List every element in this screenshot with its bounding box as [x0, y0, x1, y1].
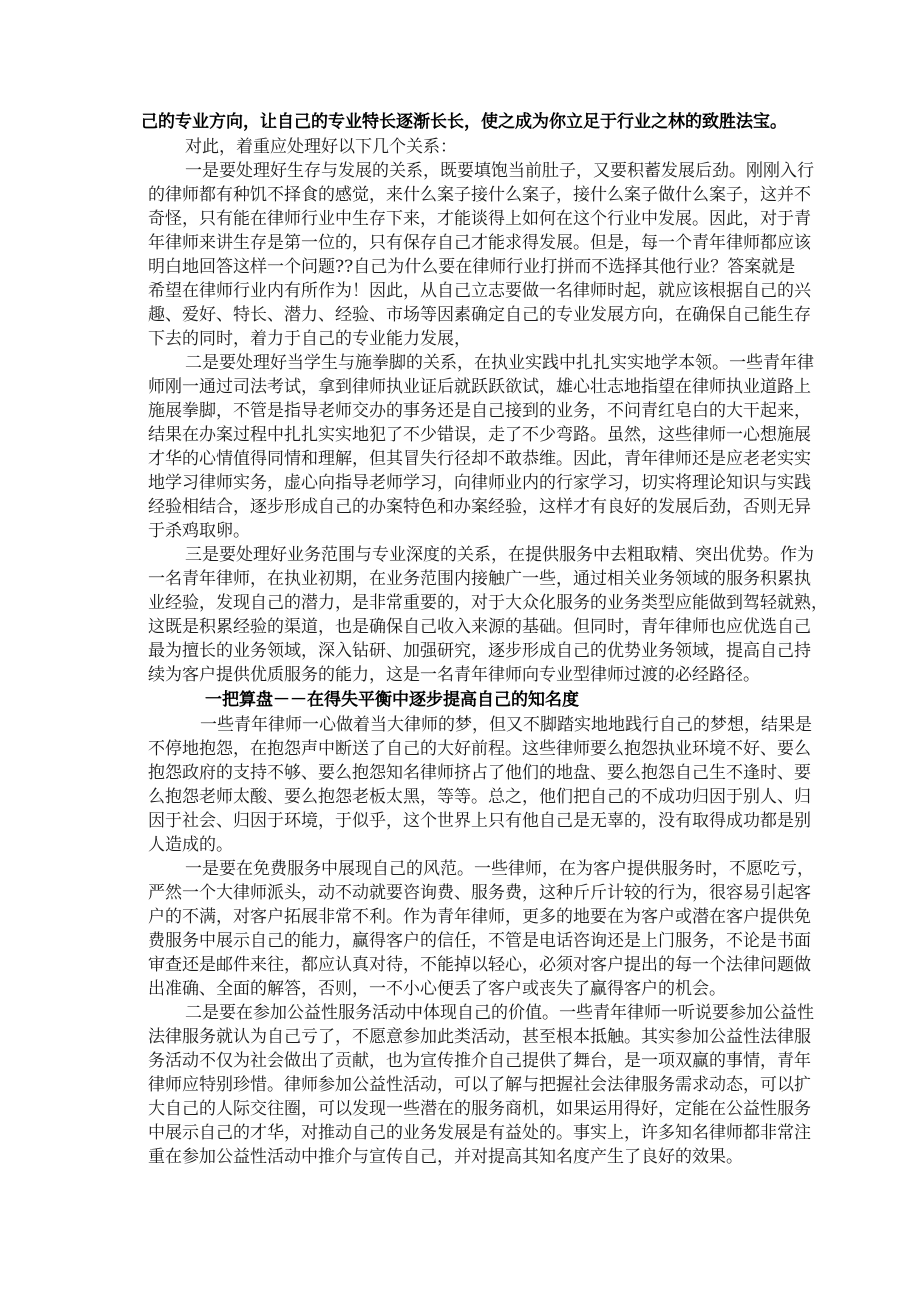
section2-para2-line: 一是要在免费服务中展现自己的风范。一些律师，在为客户提供服务时，不愿吃亏，: [185, 859, 814, 879]
section2-para1-line: 不停地抱怨，在抱怨声中断送了自己的大好前程。这些律师要么抱怨执业环境不好、要么: [148, 739, 811, 759]
section2-para1-line: 抱怨政府的支持不够、要么抱怨知名律师挤占了他们的地盘、要么抱怨自己生不逢时、要: [148, 763, 811, 783]
paragraph-continuation-line: 己的专业方向，让自己的专业特长逐渐长长，使之成为你立足于行业之林的致胜法宝。: [141, 112, 787, 132]
section1-para3-line: 最为擅长的业务领域，深入钻研、加强研究，逐步形成自己的优势业务领域，提高自己持: [148, 641, 811, 661]
section1-para3-line: 续为客户提供优质服务的能力，这是一名青年律师向专业型律师过渡的必经路径。: [148, 665, 760, 685]
section2-para3-line: 中展示自己的才华，对推动自己的业务发展是有益处的。事实上，许多知名律师都非常注: [148, 1123, 811, 1143]
section1-para3-line: 一名青年律师，在执业初期，在业务范围内接触广一些，通过相关业务领域的服务积累执: [148, 569, 811, 589]
section1-para2-line: 于杀鸡取卵。: [148, 521, 250, 541]
section2-para3-line: 大自己的人际交往圈，可以发现一些潜在的服务商机，如果运用得好，定能在公益性服务: [148, 1099, 811, 1119]
section2-para1-line: 人造成的。: [148, 835, 233, 855]
section1-para1-line: 年律师来讲生存是第一位的，只有保存自己才能求得发展。但是，每一个青年律师都应该: [148, 233, 811, 253]
section1-para1-line: 趣、爱好、特长、潜力、经验、市场等因素确定自己的专业发展方向，在确保自己能生存: [148, 305, 811, 325]
section1-para2-line: 施展拳脚，不管是指导老师交办的事务还是自己接到的业务，不问青红皂白的大干起来，: [148, 401, 811, 421]
section2-para2-line: 严然一个大律师派头，动不动就要咨询费、服务费，这种斤斤计较的行为，很容易引起客: [148, 883, 811, 903]
section2-para3-line: 务活动不仅为社会做出了贡献，也为宣传推介自己提供了舞台，是一项双赢的事情，青年: [148, 1051, 811, 1071]
section2-para3-line: 重在参加公益性活动中推介与宣传自己，并对提高其知名度产生了良好的效果。: [148, 1147, 743, 1167]
section1-para2-line: 二是要处理好当学生与施拳脚的关系，在执业实践中扎扎实实地学本领。一些青年律: [185, 353, 814, 373]
section2-para3-line: 法律服务就认为自己亏了，不愿意参加此类活动，甚至根本抵触。其实参加公益性法律服: [148, 1027, 811, 1047]
section-heading: 一把算盘－－在得失平衡中逐步提高自己的知名度: [205, 690, 579, 710]
section2-para2-line: 费服务中展示自己的能力，赢得客户的信任，不管是电话咨询还是上门服务，不论是书面: [148, 931, 811, 951]
section2-para2-line: 审查还是邮件来往，都应认真对待，不能掉以轻心，必须对客户提出的每一个法律问题做: [148, 955, 811, 975]
section1-para2-line: 地学习律师实务，虚心向指导老师学习，向律师业内的行家学习，切实将理论知识与实践: [148, 473, 811, 493]
section1-para1-line: 一是要处理好生存与发展的关系，既要填饱当前肚子，又要积蓄发展后劲。刚刚入行: [185, 161, 814, 181]
section1-para2-line: 才华的心情值得同情和理解，但其冒失行径却不敢恭维。因此，青年律师还是应老老实实: [148, 449, 811, 469]
section1-para2-line: 师刚一通过司法考试，拿到律师执业证后就跃跃欲试，雄心壮志地指望在律师执业道路上: [148, 377, 811, 397]
intro-line: 对此，着重应处理好以下几个关系：: [185, 137, 457, 157]
section1-para2-line: 结果在办案过程中扎扎实实地犯了不少错误，走了不少弯路。虽然，这些律师一心想施展: [148, 425, 811, 445]
section1-para1-line: 奇怪，只有能在律师行业中生存下来，才能谈得上如何在这个行业中发展。因此，对于青: [148, 209, 811, 229]
section2-para1-line: 一些青年律师一心做着当大律师的梦，但又不脚踏实地地践行自己的梦想，结果是: [200, 715, 812, 735]
section2-para2-line: 户的不满，对客户拓展非常不利。作为青年律师，更多的地要在为客户或潜在客户提供免: [148, 907, 811, 927]
section1-para3-line: 三是要处理好业务范围与专业深度的关系，在提供服务中去粗取精、突出优势。作为: [185, 545, 814, 565]
section1-para1-line: 下去的同时，着力于自己的专业能力发展，: [148, 329, 471, 349]
section1-para1-line: 明白地回答这样一个问题??自己为什么要在律师行业打拼而不选择其他行业？答案就是: [148, 257, 796, 277]
section2-para2-line: 出准确、全面的解答，否则，一不小心便丢了客户或丧失了赢得客户的机会。: [148, 979, 726, 999]
section1-para1-line: 的律师都有种饥不择食的感觉，来什么案子接什么案子，接什么案子做什么案子，这并不: [148, 185, 811, 205]
section2-para1-line: 么抱怨老师太酸、要么抱怨老板太黑，等等。总之，他们把自己的不成功归因于别人、归: [148, 787, 811, 807]
section1-para3-line: 业经验，发现自己的潜力，是非常重要的，对于大众化服务的业务类型应能做到驾轻就熟，: [148, 593, 828, 613]
section2-para3-line: 二是要在参加公益性服务活动中体现自己的价值。一些青年律师一听说要参加公益性: [185, 1003, 814, 1023]
section2-para1-line: 因于社会、归因于环境，于似乎，这个世界上只有他自己是无辜的，没有取得成功都是别: [148, 811, 811, 831]
section1-para3-line: 这既是积累经验的渠道，也是确保自己收入来源的基础。但同时，青年律师也应优选自己: [148, 617, 811, 637]
section1-para1-line: 希望在律师行业内有所作为！因此，从自己立志要做一名律师时起，就应该根据自己的兴: [148, 281, 811, 301]
section1-para2-line: 经验相结合，逐步形成自己的办案特色和办案经验，这样才有良好的发展后劲，否则无异: [148, 497, 811, 517]
section2-para3-line: 律师应特别珍惜。律师参加公益性活动，可以了解与把握社会法律服务需求动态，可以扩: [148, 1075, 811, 1095]
